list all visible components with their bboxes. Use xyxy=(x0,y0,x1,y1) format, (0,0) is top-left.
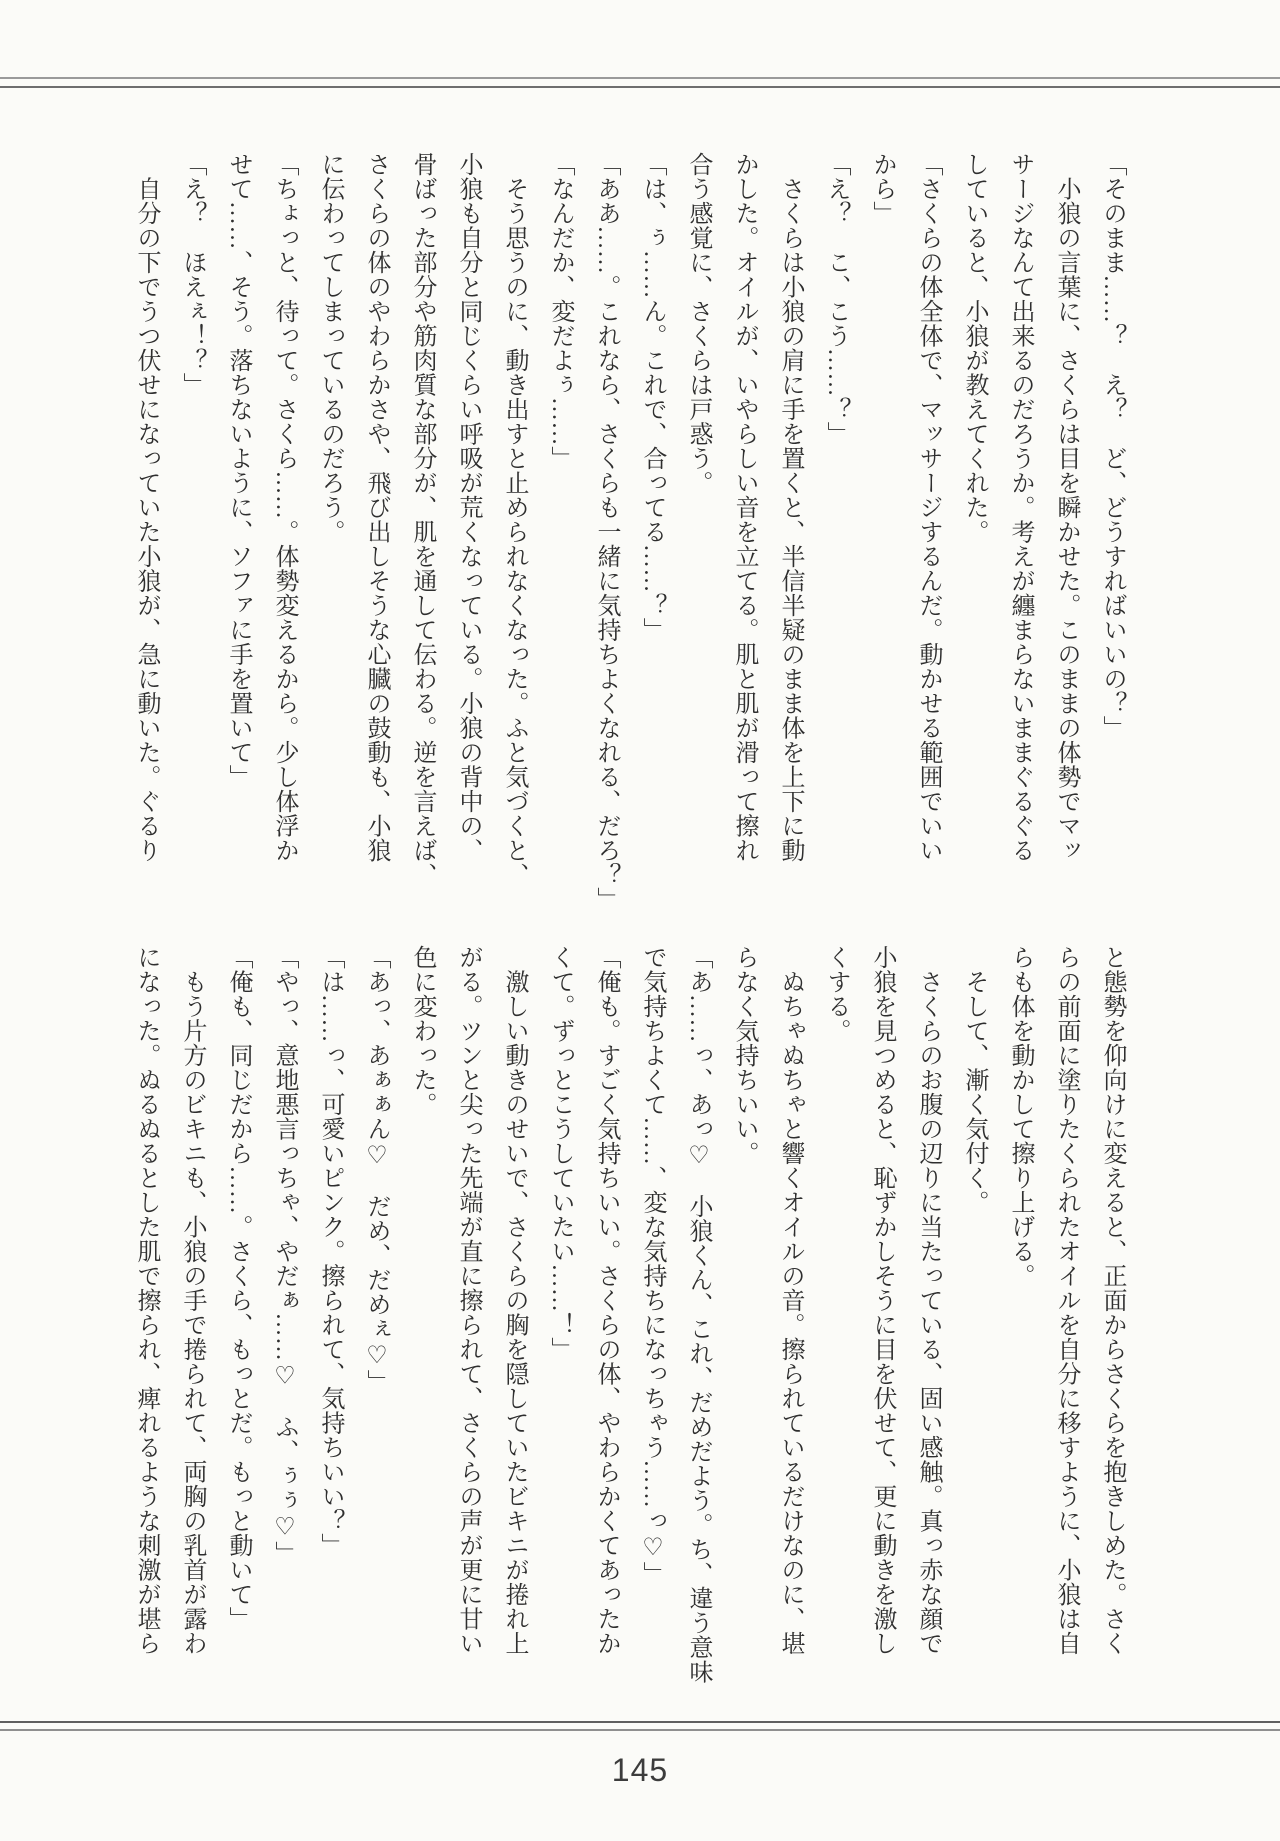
text-column: 「俺も、同じだから……。さくら、もっとだ。もっと動いて」 xyxy=(225,945,251,1631)
text-column: くて。ずっとこうしていたい……！」 xyxy=(547,945,573,1362)
text-column: 「そのまま……？ え？ ど、どうすればいいの？」 xyxy=(1099,152,1125,740)
text-column: くする。 xyxy=(823,945,849,1043)
text-column: になった。ぬるぬるとした肌で擦られ、痺れるような刺激が堪ら xyxy=(133,945,159,1656)
text-column: で気持ちよくて……、変な気持ちになっちゃう……っ♡」 xyxy=(639,945,665,1586)
text-column: 小狼も自分と同じくらい呼吸が荒くなっている。小狼の背中の、 xyxy=(455,152,481,863)
text-column: らなく気持ちいい。 xyxy=(731,945,757,1166)
text-column: かした。オイルが、いやらしい音を立てる。肌と肌が滑って擦れ xyxy=(731,152,757,863)
text-column: がる。ツンと尖った先端が直に擦られて、さくらの声が更に甘い xyxy=(455,945,481,1656)
text-column: さくらのお腹の辺りに当たっている、固い感触。真っ赤な顔で xyxy=(915,945,941,1656)
text-column: 「なんだか、変だよぅ……」 xyxy=(547,152,573,471)
text-column: 合う感覚に、さくらは戸惑う。 xyxy=(685,152,711,495)
text-column: から」 xyxy=(869,152,895,226)
text-column: 「さくらの体全体で、マッサージするんだ。動かせる範囲でいい xyxy=(915,152,941,863)
text-column: もう片方のビキニも、小狼の手で捲られて、両胸の乳首が露わ xyxy=(179,945,205,1656)
text-column: 「やっ、意地悪言っちゃ、やだぁ……♡ ふ、ぅぅ♡」 xyxy=(271,945,297,1566)
top-border-rule-outer xyxy=(0,77,1280,79)
text-column: サージなんて出来るのだろうか。考えが纏まらないままぐるぐる xyxy=(1007,152,1033,863)
text-column: 「俺も。すごく気持ちいい。さくらの体、やわらかくてあったか xyxy=(593,945,619,1656)
page-number: 145 xyxy=(611,1752,669,1788)
text-column: 激しい動きのせいで、さくらの胸を隠していたビキニが捲れ上 xyxy=(501,945,527,1656)
text-column: らの前面に塗りたくられたオイルを自分に移すように、小狼は自 xyxy=(1053,945,1079,1656)
text-column: らも体を動かして擦り上げる。 xyxy=(1007,945,1033,1288)
text-column: 「あっ、あぁぁん♡ だめ、だめぇ♡」 xyxy=(363,945,389,1394)
bottom-border-rule-outer xyxy=(0,1721,1280,1723)
text-column: 小狼の言葉に、さくらは目を瞬かせた。このままの体勢でマッ xyxy=(1053,152,1079,863)
text-column: していると、小狼が教えてくれた。 xyxy=(961,152,987,544)
text-column: 「あ……っ、あっ♡ 小狼くん、これ、だめだよう。ち、違う意味 xyxy=(685,945,711,1684)
text-column: そして、漸く気付く。 xyxy=(961,945,987,1215)
text-column: 小狼を見つめると、恥ずかしそうに目を伏せて、更に動きを激し xyxy=(869,945,895,1656)
text-column: 「は……っ、可愛いピンク。擦られて、気持ちいい？」 xyxy=(317,945,343,1558)
text-column: 骨ばった部分や筋肉質な部分が、肌を通して伝わる。逆を言えば、 xyxy=(409,152,435,887)
text-column: 「は、ぅ……ん。これで、合ってる……？」 xyxy=(639,152,665,642)
text-column: 「ちょっと、待って。さくら……。体勢変えるから。少し体浮か xyxy=(271,152,297,863)
text-column: ぬちゃぬちゃと響くオイルの音。擦られているだけなのに、堪 xyxy=(777,945,803,1656)
top-border-rule-inner xyxy=(0,86,1280,88)
text-column: 色に変わった。 xyxy=(409,945,435,1117)
text-column: 自分の下でうつ伏せになっていた小狼が、急に動いた。ぐるり xyxy=(133,152,159,863)
text-column: に伝わってしまっているのだろう。 xyxy=(317,152,343,544)
text-column: 「え？ こ、こう……？」 xyxy=(823,152,849,446)
text-column: さくらの体のやわらかさや、飛び出しそうな心臓の鼓動も、小狼 xyxy=(363,152,389,863)
bottom-border-rule-inner xyxy=(0,1729,1280,1731)
text-column: せて……、そう。落ちないように、ソファに手を置いて」 xyxy=(225,152,251,789)
text-column: さくらは小狼の肩に手を置くと、半信半疑のまま体を上下に動 xyxy=(777,152,803,863)
text-column: そう思うのに、動き出すと止められなくなった。ふと気づくと、 xyxy=(501,152,527,887)
text-column: 「ああ……。これなら、さくらも一緒に気持ちよくなれる、だろ？」 xyxy=(593,152,619,912)
text-column: と態勢を仰向けに変えると、正面からさくらを抱きしめた。さく xyxy=(1099,945,1125,1656)
text-column: 「え？ ほえぇ！？」 xyxy=(179,152,205,397)
text-band-lower xyxy=(123,945,1135,1685)
text-band-upper xyxy=(123,152,1135,937)
